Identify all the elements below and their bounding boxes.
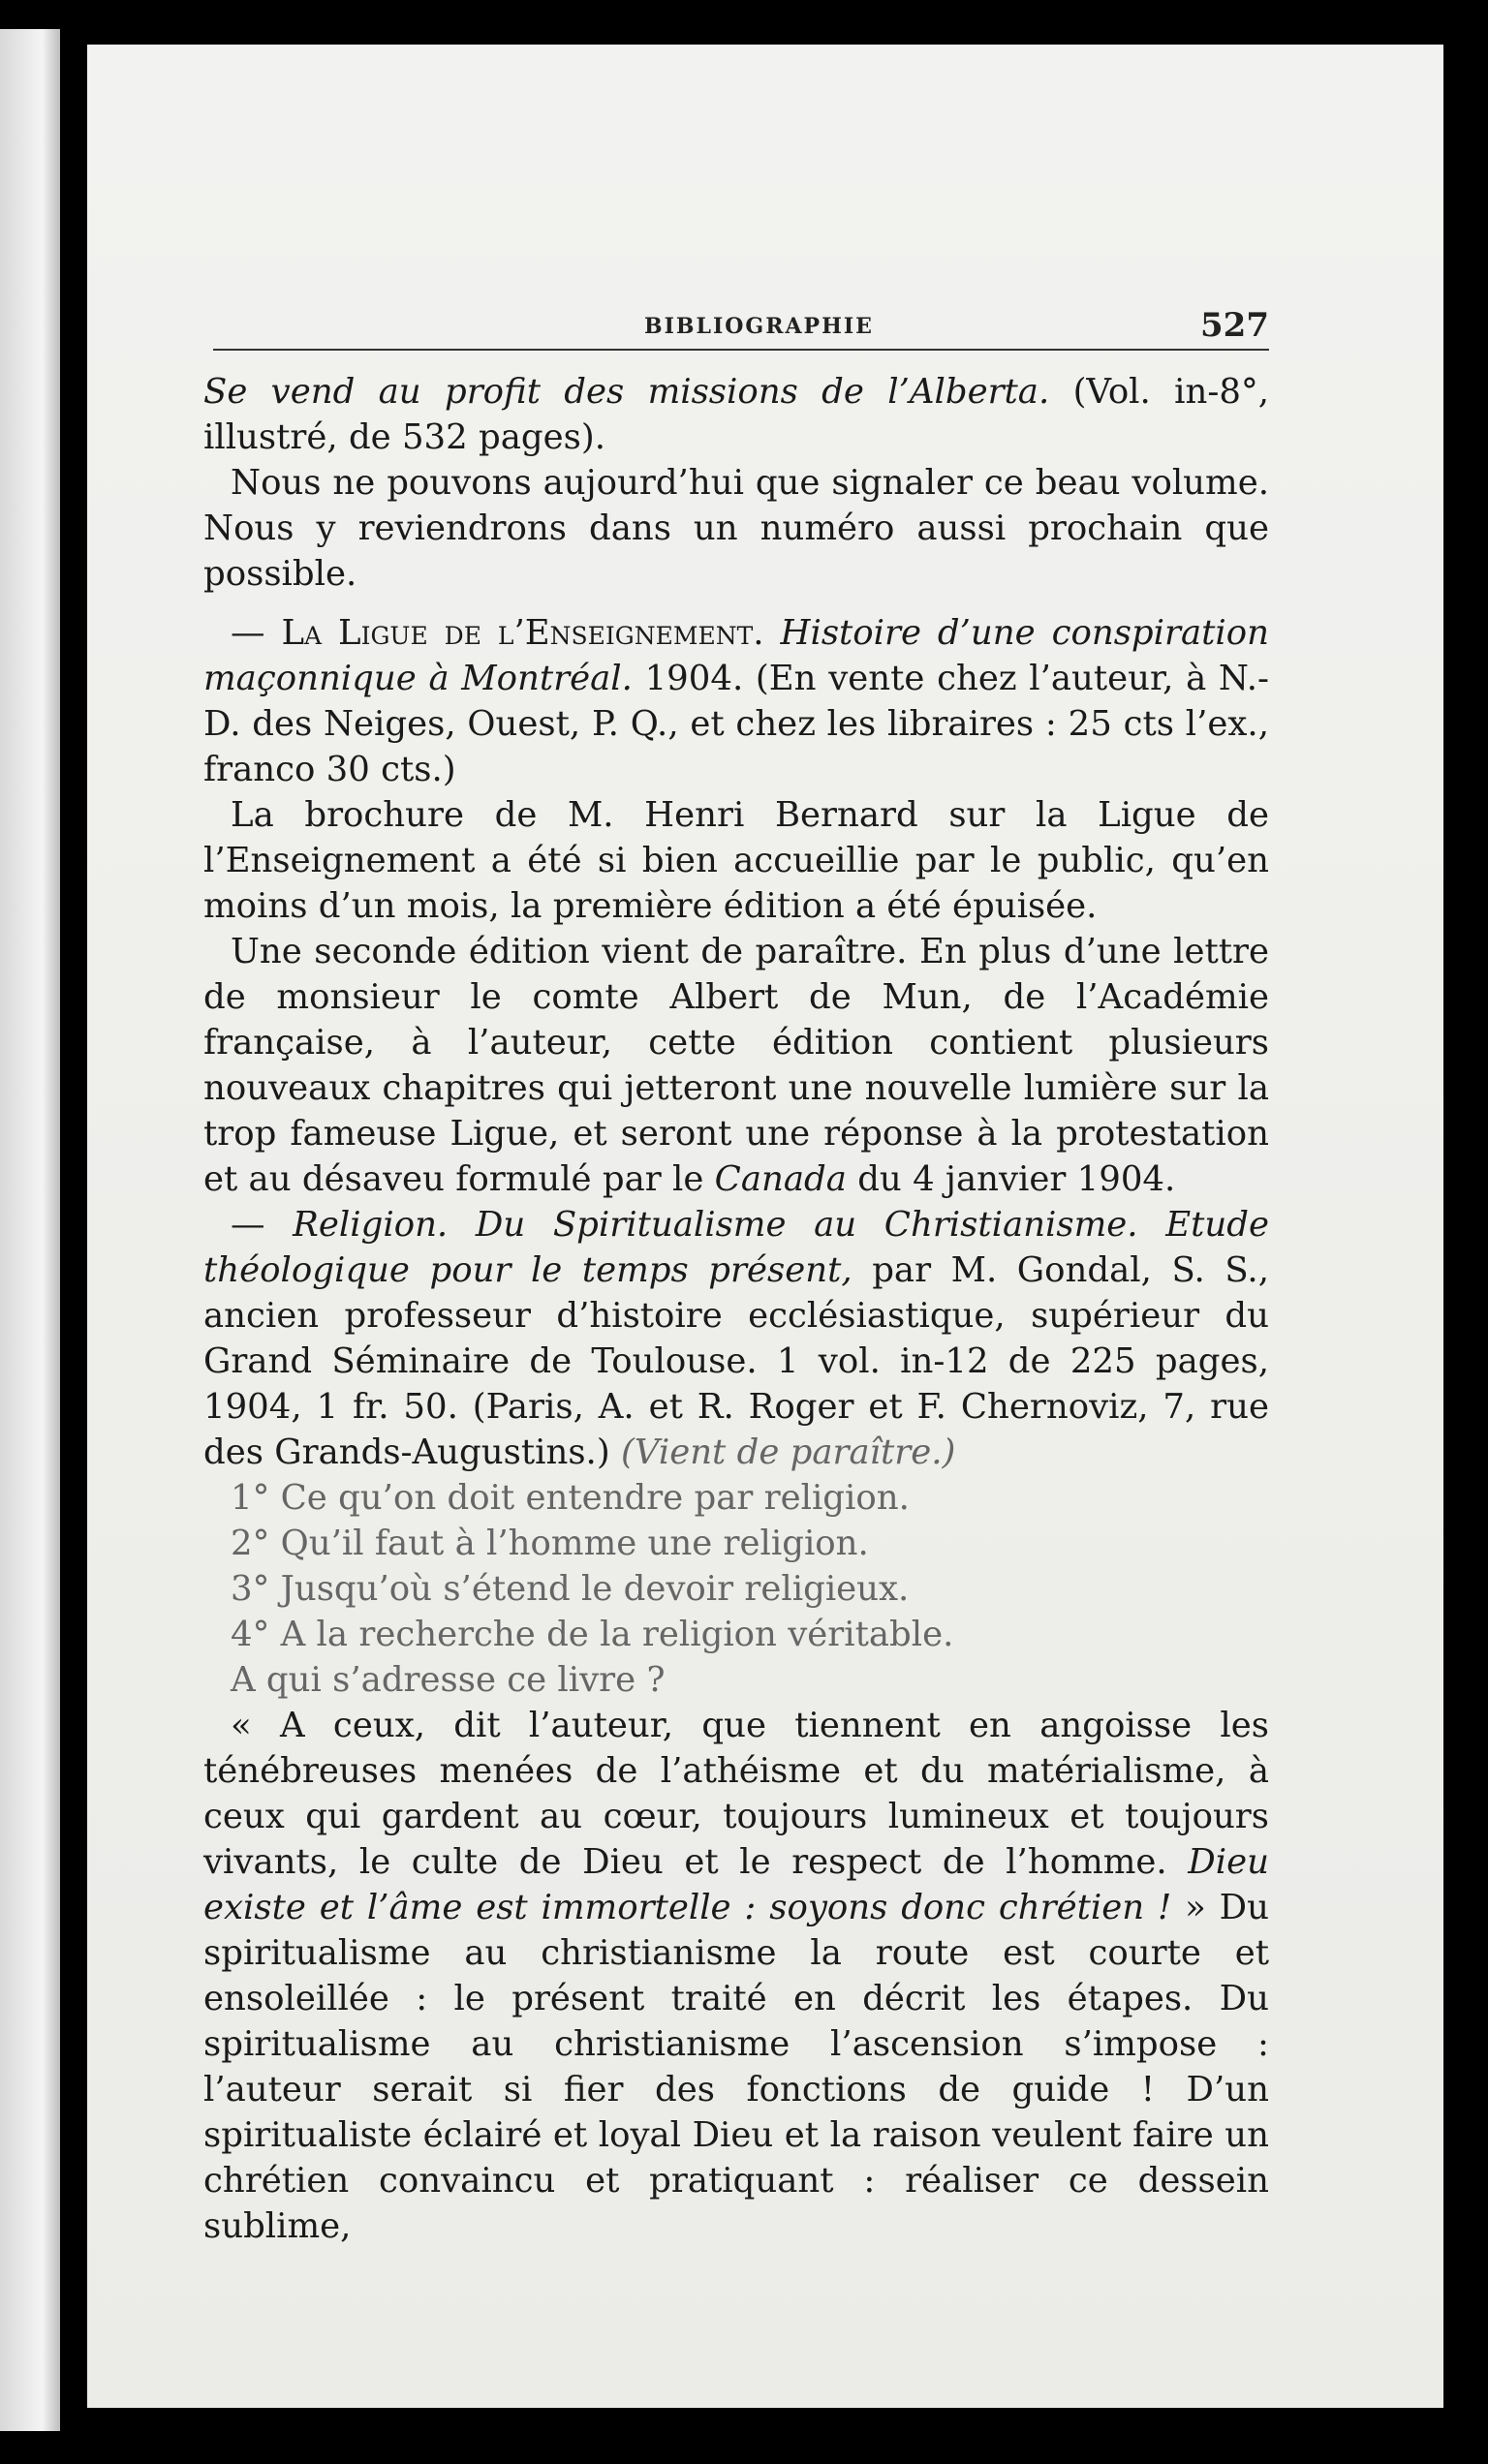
p3-rest: 1904. (En vente chez l’auteur, à N.-D. des Neiges, Ouest, P. Q., et chez les libraires : 25 cts l’ex., franco 30 cts.): [203, 659, 1269, 789]
p1-rest: (Vol. in-8°, illustré, de 532 pages).: [203, 372, 1269, 457]
paragraph-6: [203, 1202, 1269, 1475]
p3-italic: Histoire d’une conspiration maçonnique à Montréal.: [203, 613, 1269, 698]
p8-end: » Du spiritualisme au christianisme la route est courte et ensoleillée : le présent traité en décrit les étapes. Du spiritualisme au christianisme l’ascension s’impose : l’auteur serait si fier des fonctions de guide ! D’un spiritualiste éclairé et loyal Dieu et la raison veulent faire un chrétien convaincu et pratiquant : réaliser ce dessein sublime,: [203, 1888, 1269, 2246]
p5-text: Une seconde édition vient de paraître. En plus d’une lettre de monsieur le comte Albert de Mun, de l’Académie française, à l’auteur, cette édition contient plusieurs nouveaux chapitres qui jetteront une nouvelle lumière sur la trop fameuse Ligue, et seront une réponse à la protestation et au désaveu formulé par le: [203, 932, 1269, 1199]
body-text: [203, 369, 1269, 2249]
p1-italic: Se vend au profit des missions de l’Alberta.: [203, 372, 1050, 412]
paragraph-7: A qui s’adresse ce livre ?: [231, 1660, 666, 1700]
p6-rest: par M. Gondal, S. S., ancien professeur d’histoire ecclésiastique, supérieur du Grand Séminaire de Toulouse. 1 vol. in-12 de 225 pages, 1904, 1 fr. 50. (Paris, A. et R. Roger et F. Chernoviz, 7, rue des Grands-Augustins.): [203, 1250, 1270, 1472]
list-item-1: 1° Ce qu’on doit entendre par religion.: [231, 1478, 910, 1518]
facing-page-edge: [0, 29, 60, 2431]
p3-title: La Ligue de l’Enseignement.: [281, 613, 764, 653]
book-page: [87, 45, 1443, 2408]
page-number: 527: [1200, 306, 1269, 345]
paragraph-5: [203, 929, 1269, 1202]
list-item-3: 3° Jusqu’où s’étend le devoir religieux.: [231, 1569, 910, 1609]
list-item-2: 2° Qu’il faut à l’homme une religion.: [231, 1524, 869, 1563]
running-title: BIBLIOGRAPHIE: [644, 314, 874, 339]
paragraph-4: La brochure de M. Henri Bernard sur la Ligue de l’Enseignement a été si bien accueillie par le public, qu’en moins d’un mois, la première édition a été épuisée.: [203, 795, 1269, 926]
header-rule: [213, 349, 1269, 351]
paragraph-1: [203, 369, 1269, 460]
paragraph-3: [203, 610, 1269, 792]
page-header: [213, 293, 1269, 351]
paragraph-8: [203, 1703, 1269, 2249]
p8-italic: Dieu existe et l’âme est immortelle : soyons donc chrétien !: [203, 1842, 1269, 1927]
book-spine: [60, 0, 87, 2464]
p8-text: « A ceux, dit l’auteur, que tiennent en angoisse les ténébreuses menées de l’athéisme et du matérialisme, à ceux qui gardent au cœur, toujours lumineux et toujours vivants, le culte de Dieu et le respect de l’homme.: [203, 1706, 1269, 1882]
p6-dash: —: [231, 1205, 294, 1245]
list-item-4: 4° A la recherche de la religion véritable.: [231, 1615, 954, 1654]
p5-end: du 4 janvier 1904.: [846, 1159, 1176, 1199]
p6-italic-2: (Vient de paraître.): [609, 1432, 956, 1472]
p3-dash: —: [231, 613, 282, 653]
p6-italic: Religion. Du Spiritualisme au Christianisme. Etude théologique pour le temps présent,: [203, 1205, 1269, 1290]
paragraph-2: Nous ne pouvons aujourd’hui que signaler ce beau volume. Nous y reviendrons dans un numéro aussi prochain que possible.: [203, 463, 1269, 594]
p5-italic: Canada: [714, 1159, 847, 1199]
